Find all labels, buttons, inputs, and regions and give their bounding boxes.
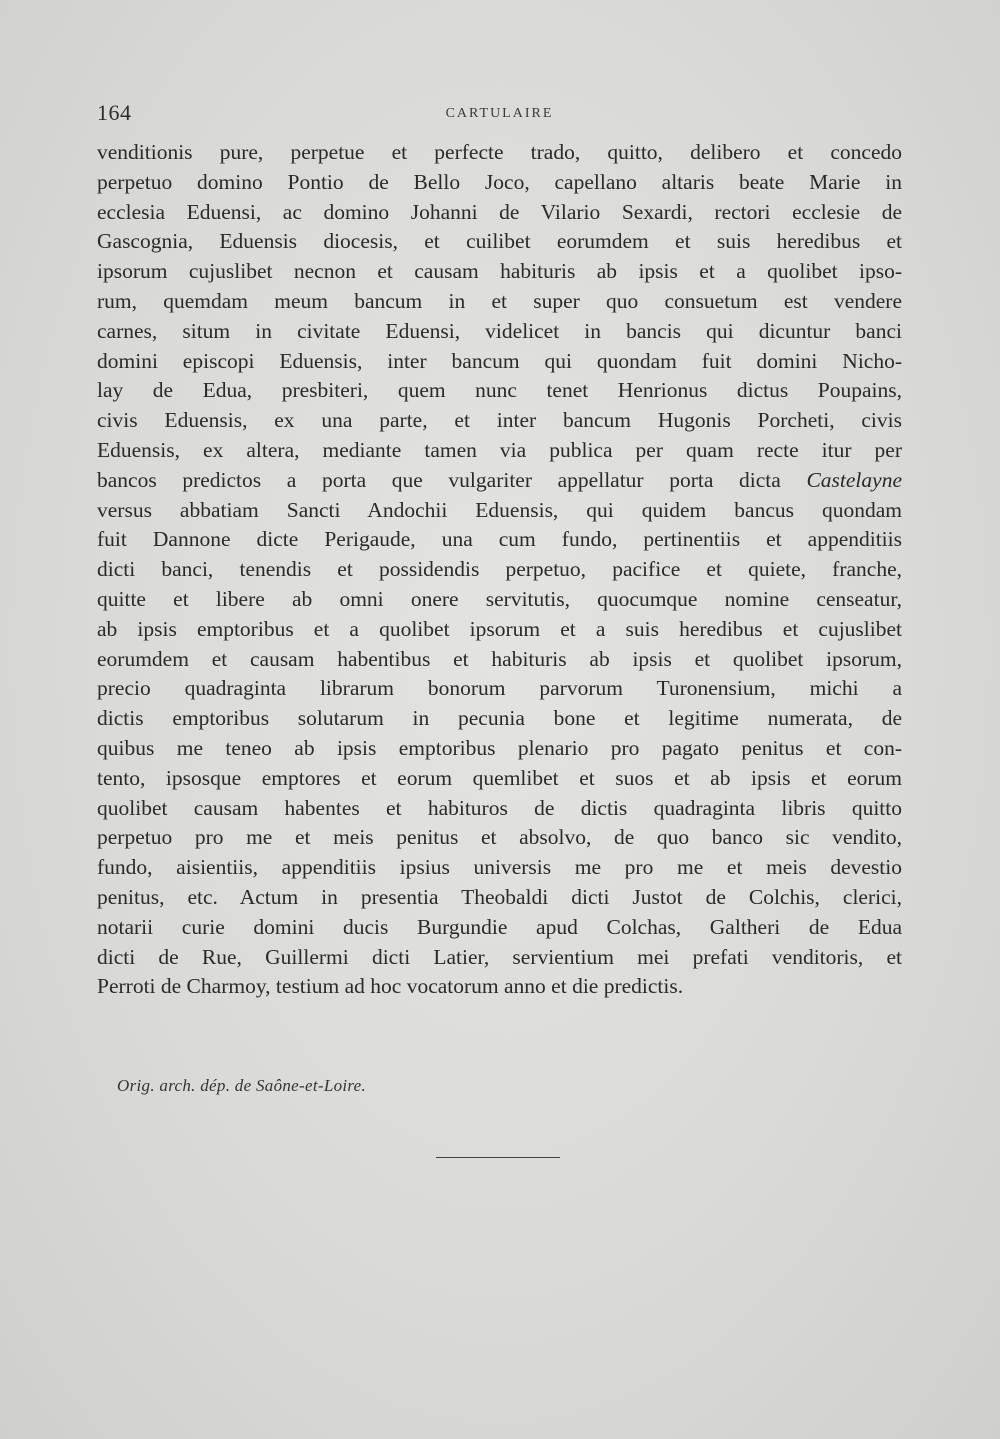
text-line: domini episcopi Eduensis, inter bancum qui quondam fuit domini Nicho- <box>97 348 902 373</box>
text-line: penitus, etc. Actum in presentia Theobaldi dicti Justot de Colchis, clerici, <box>97 884 902 909</box>
text-line: ecclesia Eduensi, ac domino Johanni de Vilario Sexardi, rectori ecclesie de <box>97 199 902 224</box>
page-header <box>97 100 902 130</box>
text-line: perpetuo domino Pontio de Bello Joco, capellano altaris beate Marie in <box>97 169 902 194</box>
text-line: tento, ipsosque emptores et eorum quemlibet et suos et ab ipsis et eorum <box>97 765 902 790</box>
text-line: carnes, situm in civitate Eduensi, videlicet in bancis qui dicuntur banci <box>97 318 902 343</box>
text-line: perpetuo pro me et meis penitus et absolvo, de quo banco sic vendito, <box>97 825 902 850</box>
text-line: ipsorum cujuslibet necnon et causam habituris ab ipsis et a quolibet ipso- <box>97 259 902 284</box>
text-line: fuit Dannone dicte Perigaude, una cum fundo, pertinentiis et appenditiis <box>97 527 902 552</box>
text-line: ab ipsis emptoribus et a quolibet ipsorum et a suis heredibus et cujuslibet <box>97 616 902 641</box>
text-line: quolibet causam habentes et habituros de dictis quadraginta libris quitto <box>97 795 902 820</box>
text-line: Eduensis, ex altera, mediante tamen via publica per quam recte itur per <box>97 437 902 462</box>
page-number: 164 <box>97 100 132 125</box>
running-title: CARTULAIRE <box>445 106 554 121</box>
text-line: dictis emptoribus solutarum in pecunia bone et legitime numerata, de <box>97 706 902 731</box>
text-line: quibus me teneo ab ipsis emptoribus plenario pro pagato penitus et con- <box>97 735 902 760</box>
body-text <box>97 138 902 1002</box>
text-line: precio quadraginta librarum bonorum parvorum Turonensium, michi a <box>97 676 902 701</box>
text-line: notarii curie domini ducis Burgundie apud Colchas, Galtheri de Edua <box>97 914 902 939</box>
italic-place-name: Castelayne <box>806 467 902 492</box>
text-line: Perroti de Charmoy, testium ad hoc vocatorum anno et die predictis. <box>97 974 684 999</box>
text-line: venditionis pure, perpetue et perfecte trado, quitto, delibero et concedo <box>97 140 902 164</box>
text-line: quitte et libere ab omni onere servitutis, quocumque nomine censeatur, <box>97 586 902 611</box>
text-line-with-italic <box>97 466 902 496</box>
text-line: lay de Edua, presbiteri, quem nunc tenet Henrionus dictus Poupains, <box>97 378 902 403</box>
section-divider <box>436 1157 560 1158</box>
text-line: Gascognia, Eduensis diocesis, et cuilibet eorumdem et suis heredibus et <box>97 229 902 254</box>
text-line: dicti banci, tenendis et possidendis perpetuo, pacifice et quiete, franche, <box>97 557 902 582</box>
text-line: versus abbatiam Sancti Andochii Eduensis, qui quidem bancus quondam <box>97 497 902 522</box>
text-line: dicti de Rue, Guillermi dicti Latier, servientium mei prefati venditoris, et <box>97 944 902 969</box>
source-note: Orig. arch. dép. de Saône-et-Loire. <box>117 1076 367 1095</box>
text-line: rum, quemdam meum bancum in et super quo consuetum est vendere <box>97 288 902 313</box>
text-line: civis Eduensis, ex una parte, et inter bancum Hugonis Porcheti, civis <box>97 408 902 433</box>
text-line: eorumdem et causam habentibus et habituris ab ipsis et quolibet ipsorum, <box>97 646 902 671</box>
text-line: fundo, aisientiis, appenditiis ipsius universis me pro me et meis devestio <box>97 855 902 880</box>
text-line-segment: bancos predictos a porta que vulgariter appellatur porta dicta <box>97 467 807 492</box>
